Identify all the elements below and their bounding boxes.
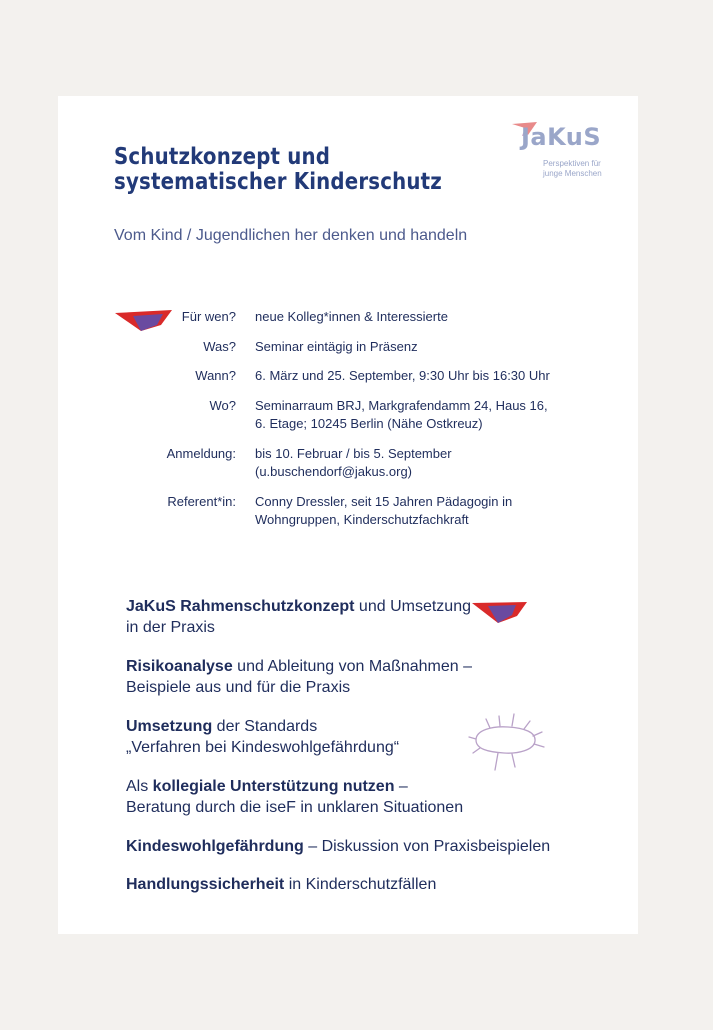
topic-item [126, 776, 463, 818]
topic-text: in der Praxis [126, 619, 215, 636]
topic-item [126, 874, 436, 895]
topic-text: – [394, 778, 408, 795]
topic-keyword: kollegiale Unterstützung nutzen [152, 778, 395, 795]
topic-line [126, 874, 436, 895]
topic-keyword: Umsetzung [126, 718, 213, 735]
topic-line [126, 737, 399, 758]
flyer-subtitle: Vom Kind / Jugendlichen her denken und handeln [114, 227, 468, 244]
topic-text: und Umsetzung [354, 598, 471, 615]
topic-line [126, 797, 463, 818]
topic-text: Als [126, 778, 153, 795]
topic-item [126, 656, 472, 698]
topic-line [126, 617, 471, 638]
topic-item [126, 716, 399, 758]
detail-value: bis 10. Februar / bis 5. September (u.buschendorf@jakus.org) [255, 446, 452, 479]
flyer-page [58, 96, 638, 934]
topic-line [126, 596, 471, 617]
topic-text: der Standards [212, 718, 318, 735]
title-line: Schutzkonzept und [114, 144, 331, 170]
topic-text: in Kinderschutzfällen [284, 876, 437, 893]
detail-label: Wann? [195, 368, 236, 383]
detail-value: 6. März und 25. September, 9:30 Uhr bis 16:30 Uhr [255, 368, 550, 383]
topic-keyword: Risikoanalyse [126, 658, 233, 675]
detail-value: neue Kolleg*innen & Interessierte [255, 309, 448, 324]
topic-line [126, 656, 472, 677]
sun-drawing-icon [468, 712, 548, 776]
topic-text: Beispiele aus und für die Praxis [126, 679, 351, 696]
topic-text: – Diskussion von Praxisbeispielen [303, 838, 551, 855]
detail-value: Seminarraum BRJ, Markgrafendamm 24, Haus 16, 6. Etage; 10245 Berlin (Nähe Ostkreuz) [255, 398, 548, 431]
detail-label: Anmeldung: [166, 446, 236, 461]
topic-keyword: JaKuS Rahmenschutzkonzept [126, 598, 355, 615]
logo-tagline: Perspektiven für junge Menschen [543, 159, 602, 178]
detail-label: Für wen? [181, 309, 236, 324]
topic-line [126, 677, 472, 698]
topic-line [126, 776, 463, 797]
detail-label: Wo? [209, 398, 236, 413]
topic-text: und Ableitung von Maßnahmen – [232, 658, 473, 675]
topic-item [126, 596, 471, 638]
detail-label: Was? [203, 339, 236, 354]
title-line: systematischer Kinderschutz [114, 169, 442, 195]
detail-label: Referent*in: [167, 494, 236, 509]
paper-plane-icon [115, 310, 173, 332]
jakus-logo [510, 122, 620, 184]
topic-text: „Verfahren bei Kindeswohlgefährdung“ [126, 739, 400, 756]
topic-keyword: Handlungssicherheit [126, 876, 285, 893]
detail-value: Seminar eintägig in Präsenz [255, 339, 418, 354]
logo-wordmark: JaKuS [521, 123, 602, 151]
topic-text: Beratung durch die iseF in unklaren Situationen [126, 799, 464, 816]
flyer-title [114, 145, 442, 195]
detail-value: Conny Dressler, seit 15 Jahren Pädagogin in Wohngruppen, Kinderschutzfachkraft [255, 494, 513, 527]
topic-line [126, 836, 550, 857]
topic-keyword: Kindeswohlgefährdung [126, 838, 304, 855]
paper-plane-icon [472, 602, 528, 624]
topic-line [126, 716, 399, 737]
topic-item [126, 836, 550, 857]
